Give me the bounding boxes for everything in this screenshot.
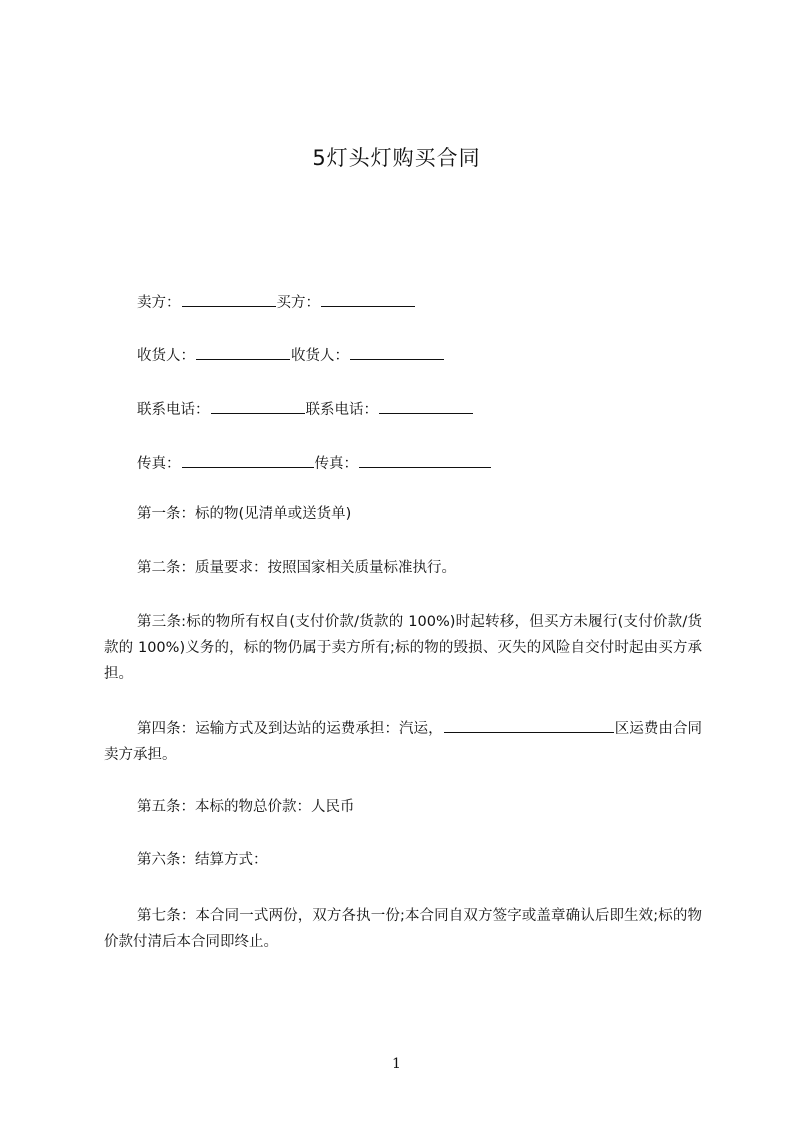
buyer-blank[interactable] [321, 292, 415, 307]
clause-5: 第五条：本标的物总价款：人民币 [137, 799, 355, 815]
phone-line [137, 399, 474, 420]
clause-3: 第三条:标的物所有权自(支付价款/货款的 100%)时起转移，但买方未履行(支付价款/货款的 100%)义务的，标的物仍属于卖方所有;标的物的毁损、灭失的风险自交付时起由买方承担。 [104, 614, 702, 682]
consignee-blank-1[interactable] [196, 345, 290, 360]
fax-label-2: 传真： [314, 456, 358, 472]
clause-4-text-before: 第四条：运输方式及到达站的运费承担：汽运， [137, 721, 443, 737]
phone-label-1: 联系电话： [137, 402, 210, 418]
fax-blank-1[interactable] [182, 453, 314, 468]
transport-destination-blank[interactable] [444, 718, 614, 733]
document-title: 5灯头灯购买合同 [312, 146, 481, 170]
buyer-label: 买方： [276, 295, 320, 311]
clause-2: 第二条：质量要求：按照国家相关质量标准执行。 [137, 560, 456, 576]
fax-label-1: 传真： [137, 456, 181, 472]
consignee-blank-2[interactable] [350, 345, 444, 360]
seller-blank[interactable] [182, 292, 276, 307]
phone-label-2: 联系电话： [305, 402, 378, 418]
consignee-line [137, 345, 445, 366]
consignee-label-1: 收货人： [137, 348, 195, 364]
fax-blank-2[interactable] [359, 453, 491, 468]
clause-6: 第六条：结算方式： [137, 852, 268, 868]
seller-label: 卖方： [137, 295, 181, 311]
clause-1: 第一条：标的物(见清单或送货单) [137, 506, 352, 522]
phone-blank-1[interactable] [211, 399, 305, 414]
consignee-label-2: 收货人： [291, 348, 349, 364]
seller-buyer-line [137, 292, 416, 313]
page-number: 1 [392, 1056, 401, 1072]
phone-blank-2[interactable] [379, 399, 473, 414]
fax-line [137, 453, 492, 474]
clause-4-text-after: 区运费由合同卖方承担。 [104, 721, 703, 763]
clause-4 [104, 716, 702, 768]
clause-7: 第七条：本合同一式两份，双方各执一份;本合同自双方签字或盖章确认后即生效;标的物价款付清后本合同即终止。 [104, 908, 702, 950]
